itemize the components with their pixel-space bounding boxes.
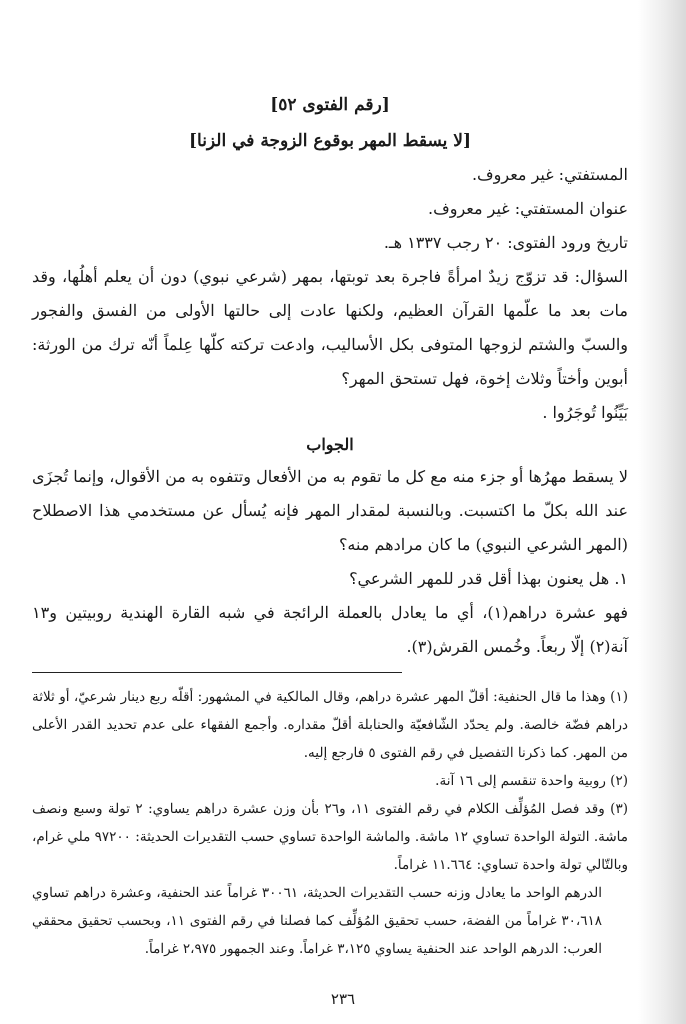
questioner-address-line: عنوان المستفتي: غير معروف. bbox=[428, 199, 628, 218]
question-paragraph: السؤال: قد تزوّج زيدٌ امرأةً فاجرة بعد توبتها، بمهر (شرعي نبوي) دون أن يعلم أهلُها، وقد مات بعد ما علّمها القرآن العظيم، ولكنها عادت إلى حالتها الأولى من الفسق والفجور والسبّ والشتم لزوجها المتوفى بكل الأساليب، وادعت تركته كلّها عِلماً أنّه ترك من الورثة: أبوين وأختاً وثلاث إخوة، فهل تستحق المهر؟ bbox=[32, 267, 628, 388]
page-number: ٢٣٦ bbox=[330, 990, 356, 1008]
question-item-1: ١. هل يعنون بهذا أقل قدر للمهر الشرعي؟ bbox=[349, 569, 628, 588]
fatwa-number-heading: [رقم الفتوى ٥٢] bbox=[270, 95, 390, 115]
answer-heading: الجواب bbox=[306, 435, 354, 454]
answer-paragraph: لا يسقط مهرُها أو جزء منه مع كل ما تقوم به من الأفعال وتتفوه به من الأقوال، وإنما تُجزَى عند الله بكلّ ما اكتسبت. وبالنسبة لمقدار المهر فإنه يُسأل عن مستخدمي هذا الاصطلاح (المهر الشرعي النبوي) ما كان مرادهم منه؟ bbox=[32, 467, 628, 554]
questioner-line: المستفتي: غير معروف. bbox=[471, 165, 628, 184]
question-closing: بَيِّنُوا تُوجَرُوا . bbox=[542, 403, 628, 422]
page-content bbox=[32, 88, 628, 963]
question-item-1-answer: فهو عشرة دراهم(١)، أي ما يعادل بالعملة الرائجة في شبه القارة الهندية روبيتين و١٣ آنة(٢) إلّا ربعاً. وخُمس القرش(٣). bbox=[32, 603, 628, 656]
footnote-1: (١) وهذا ما قال الحنفية: أقلّ المهر عشرة دراهم، وقال المالكية في المشهور: أقلّه ربع دينار شرعيّ، أو ثلاثة دراهم فضّة خالصة. ولم يحدّد الشّافعيّة والحنابلة أقلّ مقداره. وأجمع الفقهاء على عدم تحديد القدر الأعلى من المهر. كما ذكرنا التفصيل في رقم الفتوى ٥ فارجع إليه. bbox=[32, 689, 628, 761]
footnote-3-continuation: الدرهم الواحد ما يعادل وزنه حسب التقديرات الحديثة، ٣٠٠٦١ غراماً عند الحنفية، وعشرة دراهم تساوي ٣٠،٦١٨ غراماً من الفضة، حسب تحقيق المُؤلِّف كما فصلنا في رقم الفتوى ١١، وبحسب تحقيق محققي العرب: الدرهم الواحد عند الحنفية يساوي ٣،١٢٥ غراماً. وعند الجمهور ٢،٩٧٥ غراماً. bbox=[32, 885, 602, 957]
footnote-2: (٢) روبية واحدة تنقسم إلى ١٦ آنة. bbox=[435, 773, 628, 789]
fatwa-title-heading: [لا يسقط المهر بوقوع الزوجة في الزنا] bbox=[188, 131, 472, 151]
footnote-divider bbox=[32, 672, 402, 673]
footnote-3: (٣) وقد فصل المُؤلِّف الكلام في رقم الفتوى ١١، و٢٦ بأن وزن عشرة دراهم يساوي: ٢ تولة وسبع ونصف ماشة. التولة الواحدة تساوي ١٢ ماشة. والماشة الواحدة تساوي حسب التقديرات الحديثة: ٩٧٢٠٠ ملي غرام، وبالتّالي تولة واحدة تساوي: ١١.٦٦٤ غراماً. bbox=[32, 801, 628, 873]
fatwa-date-line: تاريخ ورود الفتوى: ٢٠ رجب ١٣٣٧ هـ. bbox=[383, 233, 628, 252]
